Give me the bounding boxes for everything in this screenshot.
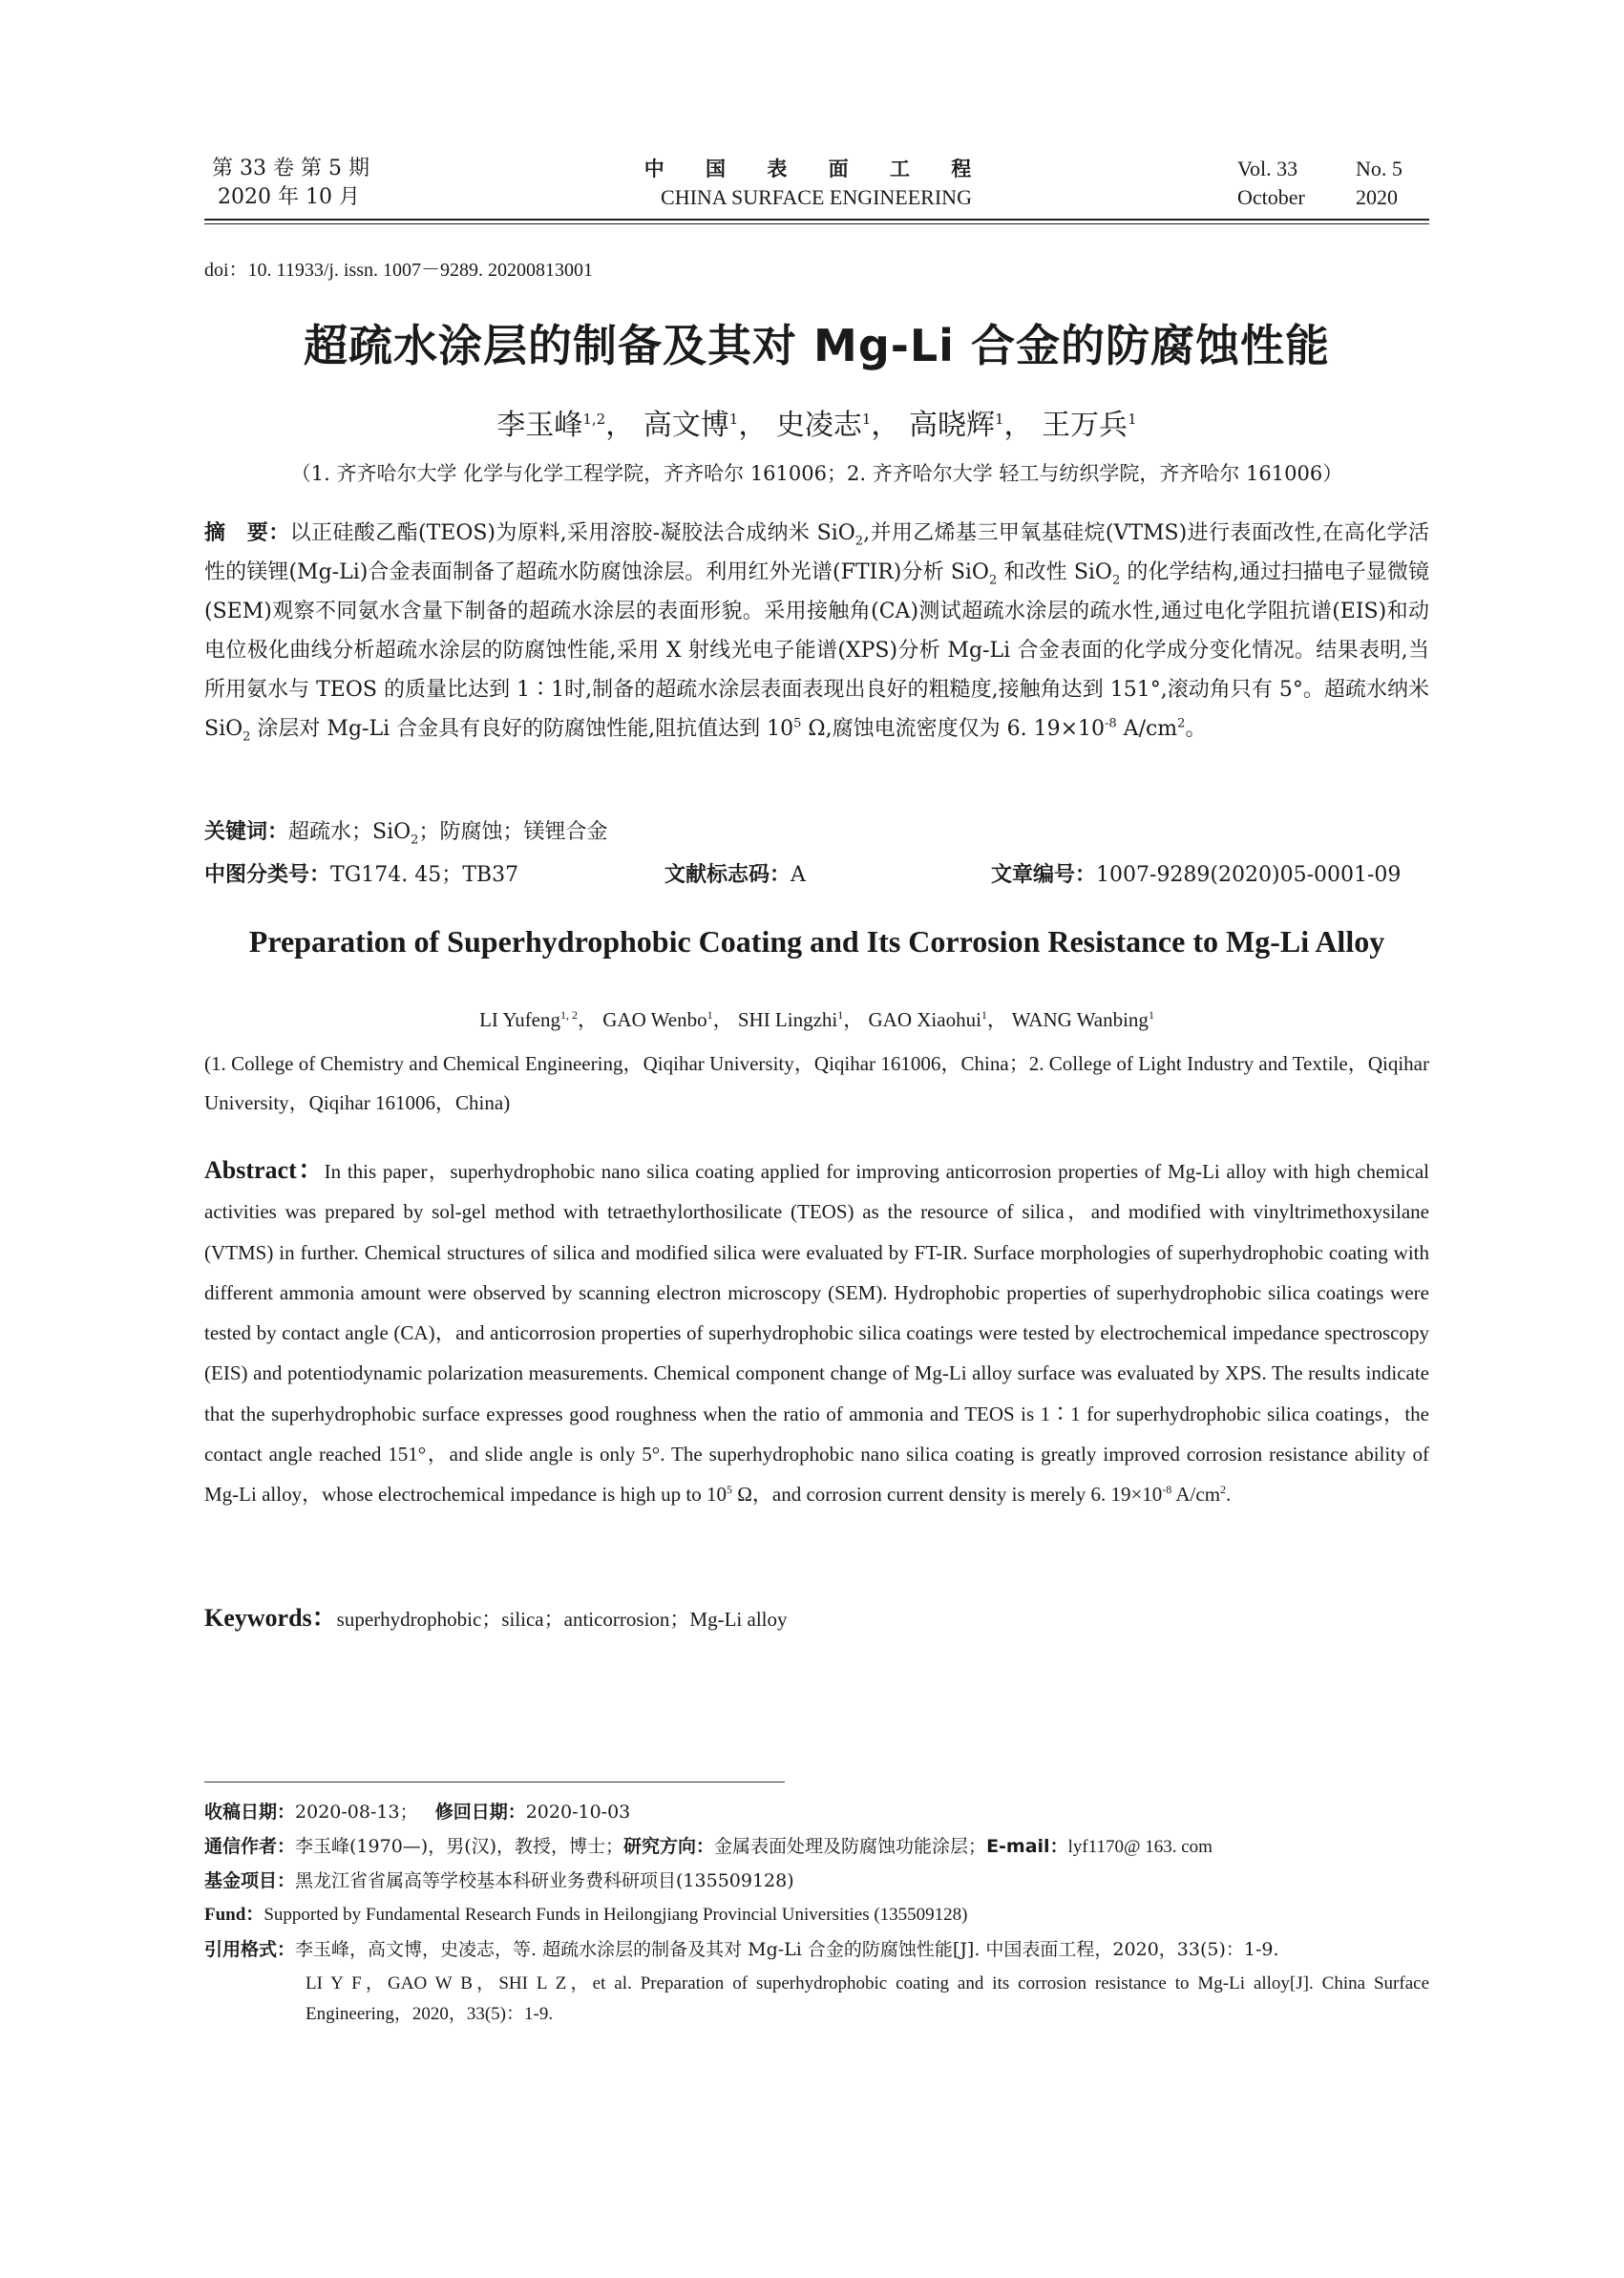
citation-label: 引用格式： [204, 1939, 296, 1960]
author-name: GAO Xiaohui [868, 1008, 981, 1031]
email-label: E-mail： [986, 1836, 1068, 1857]
author-sup: 1, 2 [560, 1008, 579, 1022]
vol: Vol. 33 [1237, 157, 1298, 180]
author-name: 高文博 [643, 409, 729, 442]
keywords-en [204, 1598, 1429, 1634]
abstract-en-label: Abstract： [204, 1156, 325, 1184]
journal-name [554, 155, 1079, 212]
subscript: 2 [854, 534, 864, 549]
title-en: Preparation of Superhydrophobic Coating and Its Corrosion Resistance to Mg-Li Alloy [248, 924, 1385, 959]
doc-label: 文献标志码： [664, 863, 791, 887]
journal-name-cn: 中 国 表 面 工 程 [643, 158, 989, 180]
research-label: 研究方向： [623, 1836, 715, 1857]
author-name: SHI Lingzhi [737, 1008, 838, 1031]
author-sup: 1 [861, 411, 872, 428]
author-name: GAO Wenbo [602, 1008, 707, 1031]
clc-label: 中图分类号： [204, 863, 331, 887]
abstract-cn-text: ,并用乙烯基三甲氧基硅烷(VTMS)进行表面改性,在高化学活性的镁锂(Mg-Li)合金表面制备了超疏水防腐蚀涂层。利用红外光谱(FTIR)分析 SiO [204, 521, 1429, 584]
abstract-cn-text: A/cm [1116, 717, 1178, 741]
affiliation-cn: （1. 齐齐哈尔大学 化学与化学工程学院，齐齐哈尔 161006；2. 齐齐哈尔大学 轻工与纺织学院，齐齐哈尔 161006） [290, 462, 1343, 485]
footnote-fund-en [204, 1900, 1429, 1930]
clc-value: TG174. 45；TB37 [330, 863, 519, 887]
author-name: 高晓辉 [908, 409, 995, 442]
issue-line: 第 33 卷 第 5 期 [212, 157, 369, 180]
title-cn: 超疏水涂层的制备及其对 Mg-Li 合金的防腐蚀性能 [304, 320, 1330, 371]
superscript: 5 [727, 1483, 733, 1497]
abstract-en-text: In this paper，superhydrophobic nano silica coating applied for improving anticorrosion properties of Mg-Li alloy with high chemical activities was prepared by sol-gel method with tetraethylorthosilicate (TEOS) as the resource of silica，and modified with vinyltrimethoxysilane (VTMS) in further. Chemical structures of silica and modified silica were evaluated by FT-IR. Surface morphologies of superhydrophobic coating with different ammonia amount were observed by scanning electron microscopy (SEM). Hydrophobic properties of superhydrophobic silica coatings were tested by contact angle (CA)，and anticorrosion properties of superhydrophobic silica coatings were tested by electrochemical impedance spectroscopy (EIS) and potentiodynamic polarization measurements. Chemical component change of Mg-Li alloy surface was evaluated by XPS. The results indicate that the superhydrophobic surface expresses good roughness when the ratio of ammonia and TEOS is 1∶1 for superhydrophobic silica coatings，the contact angle reached 151°，and slide angle is only 5°. The superhydrophobic nano silica coating is greatly improved corrosion resistance ability of Mg-Li alloy，whose electrochemical impedance is high up to 10 [204, 1160, 1429, 1507]
abstract-en-text: Ω，and corrosion current density is merely 6. 19×10 [732, 1483, 1163, 1507]
superscript: -8 [1105, 716, 1117, 731]
clc-code [204, 858, 518, 888]
doc-code [664, 858, 806, 888]
abstract-cn-text: 以正硅酸乙酯(TEOS)为原料,采用溶胶-凝胶法合成纳米 SiO [289, 521, 855, 545]
abstract-cn [204, 514, 1429, 749]
received-label: 收稿日期： [204, 1802, 296, 1823]
abstract-cn-text: 涂层对 Mg-Li 合金具有良好的防腐蚀性能,阻抗值达到 10 [250, 717, 794, 741]
header-rule-top [204, 219, 1429, 221]
revised-label: 修回日期： [434, 1802, 526, 1823]
author-sup: 1 [837, 1008, 844, 1022]
keywords-cn-text: ；防腐蚀；镁锂合金 [418, 820, 608, 844]
article-number-label: 文章编号： [991, 863, 1097, 887]
authors-en [204, 1004, 1429, 1033]
month: October [1237, 185, 1305, 209]
email-value: lyf1170@ 163. com [1067, 1837, 1213, 1857]
fund-cn-value: 黑龙江省省属高等学校基本科研业务费科研项目(135509128) [295, 1870, 794, 1891]
author-label: 通信作者： [204, 1836, 296, 1857]
affiliation-en: (1. College of Chemistry and Chemical Engineering，Qiqihar University，Qiqihar 161006，China；2. College of Light Industry and Textile，Qiqihar University，Qiqihar 161006，China) [204, 1052, 1429, 1114]
author-sep: ， [738, 409, 768, 442]
abstract-cn-label: 摘 要： [204, 521, 290, 545]
article-number-value: 1007-9289(2020)05-0001-09 [1096, 863, 1402, 887]
vol-block [1237, 155, 1305, 212]
author-sup: 1 [707, 1008, 713, 1022]
author-name: LI Yufeng [479, 1008, 561, 1031]
superscript: 2 [1177, 716, 1186, 731]
author-name: 史凌志 [775, 409, 862, 442]
fund-en-label: Fund： [204, 1905, 264, 1925]
footnote-author [204, 1831, 1429, 1863]
superscript: -8 [1162, 1483, 1172, 1497]
journal-issue-cn [212, 155, 369, 212]
subscript: 2 [243, 729, 251, 745]
research-value: 金属表面处理及防腐蚀功能涂层； [714, 1836, 987, 1857]
author-name: 李玉峰 [496, 409, 583, 442]
author-sup: 1 [981, 1008, 987, 1022]
subscript: 2 [988, 573, 998, 588]
author-sup: 1,2 [582, 411, 606, 428]
subscript: 2 [411, 833, 419, 848]
author-sep: ， [871, 409, 900, 442]
journal-name-en: CHINA SURFACE ENGINEERING [661, 185, 972, 209]
author-sup: 1 [994, 411, 1004, 428]
footnote-dates [204, 1797, 1429, 1827]
doc-value: A [791, 863, 806, 887]
citation-cn: 李玉峰，高文博，史凌志，等. 超疏水涂层的制备及其对 Mg-Li 合金的防腐蚀性能[J]. 中国表面工程，2020，33(5)：1-9. [295, 1939, 1279, 1960]
abstract-en-text: . [1226, 1483, 1232, 1507]
author-sup: 1 [1148, 1008, 1154, 1022]
author-sep: ， [605, 409, 635, 442]
article-number [991, 858, 1401, 888]
author-sep: ， [1003, 409, 1033, 442]
authors-cn [204, 401, 1429, 443]
abstract-cn-text: Ω,腐蚀电流密度仅为 6. 19×10 [801, 717, 1106, 741]
fund-en-value: Supported by Fundamental Research Funds in Heilongjiang Provincial Universities (135509128) [264, 1905, 968, 1925]
fund-cn-label: 基金项目： [204, 1870, 296, 1891]
author-value: 李玉峰(1970—)，男(汉)，教授，博士； [295, 1836, 624, 1857]
author-sep: ， [986, 1008, 1007, 1031]
footnote-citation-cn [204, 1934, 1429, 1965]
abstract-cn-text: 和改性 SiO [997, 560, 1112, 584]
doi: doi：10. 11933/j. issn. 1007－9289. 20200813001 [204, 260, 594, 281]
keywords-cn-text: 超疏水；SiO [288, 820, 411, 844]
subscript: 2 [1111, 573, 1121, 588]
author-sep: ， [712, 1008, 733, 1031]
header-rule-bottom [204, 223, 1429, 224]
author-name: 王万兵 [1042, 409, 1128, 442]
issue-no: No. 5 [1356, 157, 1403, 180]
superscript: 5 [793, 716, 802, 731]
author-sep: ， [843, 1008, 864, 1031]
date-line: 2020 年 10 月 [218, 185, 360, 209]
abstract-en [204, 1150, 1429, 1515]
author-sep: ， [578, 1008, 599, 1031]
author-sup: 1 [1128, 411, 1137, 428]
author-name: WANG Wanbing [1011, 1008, 1149, 1031]
no-block [1356, 155, 1403, 212]
classification-row [204, 858, 1429, 896]
revised-value: 2020-10-03 [525, 1802, 631, 1823]
keywords-cn [204, 812, 1429, 852]
superscript: 2 [1220, 1483, 1227, 1497]
citation-en: LI Y F，GAO W B，SHI L Z，et al. Preparation of superhydrophobic coating and its corrosion resistance to Mg-Li alloy[J]. China Surface Engineering，2020，33(5)：1-9. [306, 1973, 1429, 2024]
abstract-cn-text: 的化学结构,通过扫描电子显微镜(SEM)观察不同氨水含量下制备的超疏水涂层的表面形貌。采用接触角(CA)测试超疏水涂层的疏水性,通过电化学阻抗谱(EIS)和动电位极化曲线分析超疏水涂层的防腐蚀性能,采用 X 射线光电子能谱(XPS)分析 Mg-Li 合金表面的化学成分变化情况。结果表明,当所用氨水与 TEOS 的质量比达到 1∶1时,制备的超疏水涂层表面表现出良好的粗糙度,接触角达到 151°,滚动角只有 5°。超疏水纳米 SiO [204, 560, 1429, 741]
abstract-en-text: A/cm [1171, 1483, 1221, 1507]
keywords-en-text: superhydrophobic；silica；anticorrosion；Mg-Li alloy [336, 1608, 788, 1631]
received-value: 2020-08-13； [295, 1802, 418, 1823]
abstract-cn-text: 。 [1185, 717, 1207, 741]
footnote-fund-cn [204, 1866, 1429, 1896]
author-sup: 1 [728, 411, 739, 428]
keywords-cn-label: 关键词： [204, 820, 289, 844]
keywords-en-label: Keywords： [204, 1604, 337, 1632]
year: 2020 [1356, 185, 1398, 209]
